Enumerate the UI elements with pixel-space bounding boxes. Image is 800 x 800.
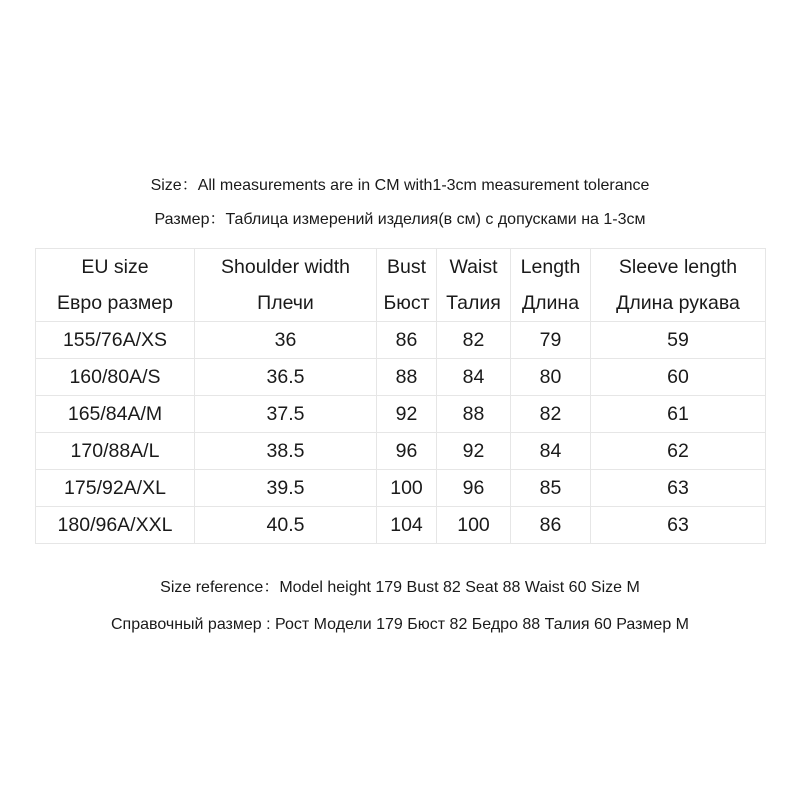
table-cell: 59	[591, 322, 766, 359]
table-cell: 84	[437, 359, 511, 396]
table-cell: 88	[437, 396, 511, 433]
table-cell: 175/92A/XL	[36, 470, 195, 507]
header-cell: Плечи	[195, 285, 377, 322]
table-cell: 170/88A/L	[36, 433, 195, 470]
table-cell: 100	[377, 470, 437, 507]
table-cell: 100	[437, 507, 511, 544]
size-chart-table	[35, 248, 766, 544]
table-cell: 36.5	[195, 359, 377, 396]
header-cell: Длина рукава	[591, 285, 766, 322]
header-cell: Талия	[437, 285, 511, 322]
size-reference-russian: Справочный размер : Рост Модели 179 Бюст 82 Бедро 88 Талия 60 Размер M	[110, 616, 689, 633]
table-cell: 36	[195, 322, 377, 359]
size-note-russian: Размер：Таблица измерений изделия(в см) с допусками на 1-3см	[154, 211, 646, 228]
table-cell: 180/96A/XXL	[36, 507, 195, 544]
table-row	[36, 359, 766, 396]
header-cell: Евро размер	[36, 285, 195, 322]
table-cell: 165/84A/M	[36, 396, 195, 433]
header-cell: Длина	[511, 285, 591, 322]
table-cell: 63	[591, 470, 766, 507]
header-row-russian	[36, 285, 766, 322]
header-cell: Waist	[437, 249, 511, 286]
header-row-english	[36, 249, 766, 286]
table-cell: 96	[377, 433, 437, 470]
table-row	[36, 396, 766, 433]
table-cell: 84	[511, 433, 591, 470]
table-cell: 38.5	[195, 433, 377, 470]
table-cell: 155/76A/XS	[36, 322, 195, 359]
table-cell: 82	[437, 322, 511, 359]
header-cell: EU size	[36, 249, 195, 286]
table-cell: 104	[377, 507, 437, 544]
size-reference-english: Size reference：Model height 179 Bust 82 Seat 88 Waist 60 Size M	[160, 579, 640, 596]
header-cell: Бюст	[377, 285, 437, 322]
table-cell: 39.5	[195, 470, 377, 507]
table-cell: 160/80A/S	[36, 359, 195, 396]
table-cell: 62	[591, 433, 766, 470]
size-note-english: Size：All measurements are in CM with1-3cm measurement tolerance	[150, 177, 650, 194]
table-cell: 82	[511, 396, 591, 433]
table-cell: 92	[437, 433, 511, 470]
table-row	[36, 507, 766, 544]
table-cell: 63	[591, 507, 766, 544]
table-cell: 96	[437, 470, 511, 507]
table-row	[36, 433, 766, 470]
table-row	[36, 322, 766, 359]
table-cell: 40.5	[195, 507, 377, 544]
table-cell: 88	[377, 359, 437, 396]
table-cell: 79	[511, 322, 591, 359]
table-cell: 37.5	[195, 396, 377, 433]
header-cell: Length	[511, 249, 591, 286]
table-cell: 61	[591, 396, 766, 433]
table-cell: 60	[591, 359, 766, 396]
table-cell: 85	[511, 470, 591, 507]
table-cell: 92	[377, 396, 437, 433]
table-cell: 86	[511, 507, 591, 544]
table-cell: 80	[511, 359, 591, 396]
table-row	[36, 470, 766, 507]
header-cell: Shoulder width	[195, 249, 377, 286]
table-cell: 86	[377, 322, 437, 359]
header-cell: Sleeve length	[591, 249, 766, 286]
header-cell: Bust	[377, 249, 437, 286]
